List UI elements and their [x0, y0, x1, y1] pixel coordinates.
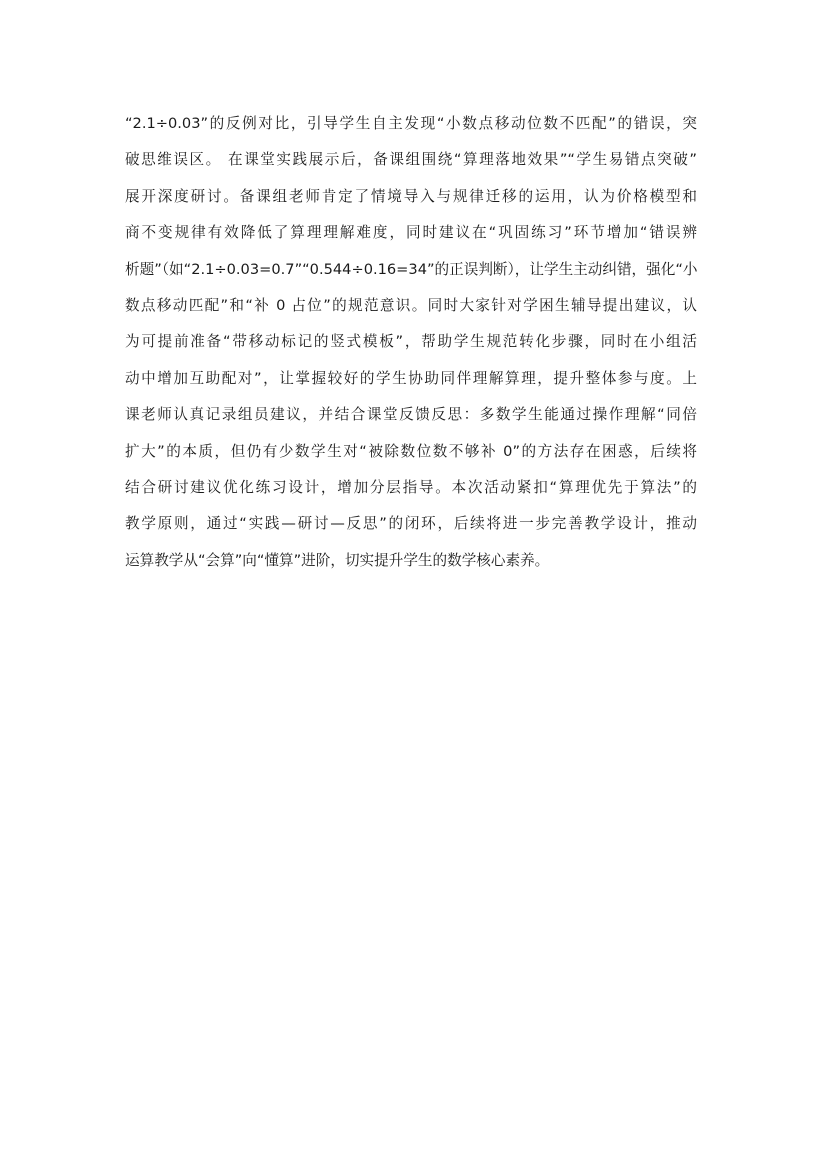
- paragraph-line: 动中增加互助配对”，让掌握较好的学生协助同伴理解算理，提升整体参与度。上: [125, 369, 697, 387]
- paragraph-line: “2.1÷0.03”的反例对比，引导学生自主发现“小数点移动位数不匹配”的错误，突: [125, 115, 697, 132]
- paragraph-line: 课老师认真记录组员建议，并结合课堂反馈反思：多数学生能通过操作理解“同倍: [125, 406, 697, 424]
- paragraph-line: 运算教学从“会算”向“懂算”进阶，切实提升学生的数学核心素养。: [125, 551, 550, 569]
- body-paragraph: [125, 106, 697, 579]
- paragraph-line: 数点移动匹配”和“补 0 占位”的规范意识。同时大家针对学困生辅导提出建议，认: [125, 296, 697, 314]
- paragraph-line: 析题”（如“2.1÷0.03=0.7”“0.544÷0.16=34”的正误判断），让学生主动纠错，强化“小: [125, 260, 697, 278]
- paragraph-line: 教学原则，通过“实践—研讨—反思”的闭环，后续将进一步完善教学设计，推动: [125, 515, 697, 533]
- paragraph-line: 展开深度研讨。备课组老师肯定了情境导入与规律迁移的运用，认为价格模型和: [125, 187, 697, 205]
- paragraph-line: 结合研讨建议优化练习设计，增加分层指导。本次活动紧扣“算理优先于算法”的: [125, 478, 697, 496]
- paragraph-line: 商不变规律有效降低了算理理解难度，同时建议在“巩固练习”环节增加“错误辨: [125, 224, 697, 242]
- paragraph-line: 为可提前准备“带移动标记的竖式模板”，帮助学生规范转化步骤，同时在小组活: [125, 333, 697, 351]
- paragraph-line: 破思维误区。 在课堂实践展示后，备课组围绕“算理落地效果”“学生易错点突破”: [125, 151, 697, 169]
- paragraph-line: 扩大”的本质，但仍有少数学生对“被除数位数不够补 0”的方法存在困惑，后续将: [125, 442, 697, 460]
